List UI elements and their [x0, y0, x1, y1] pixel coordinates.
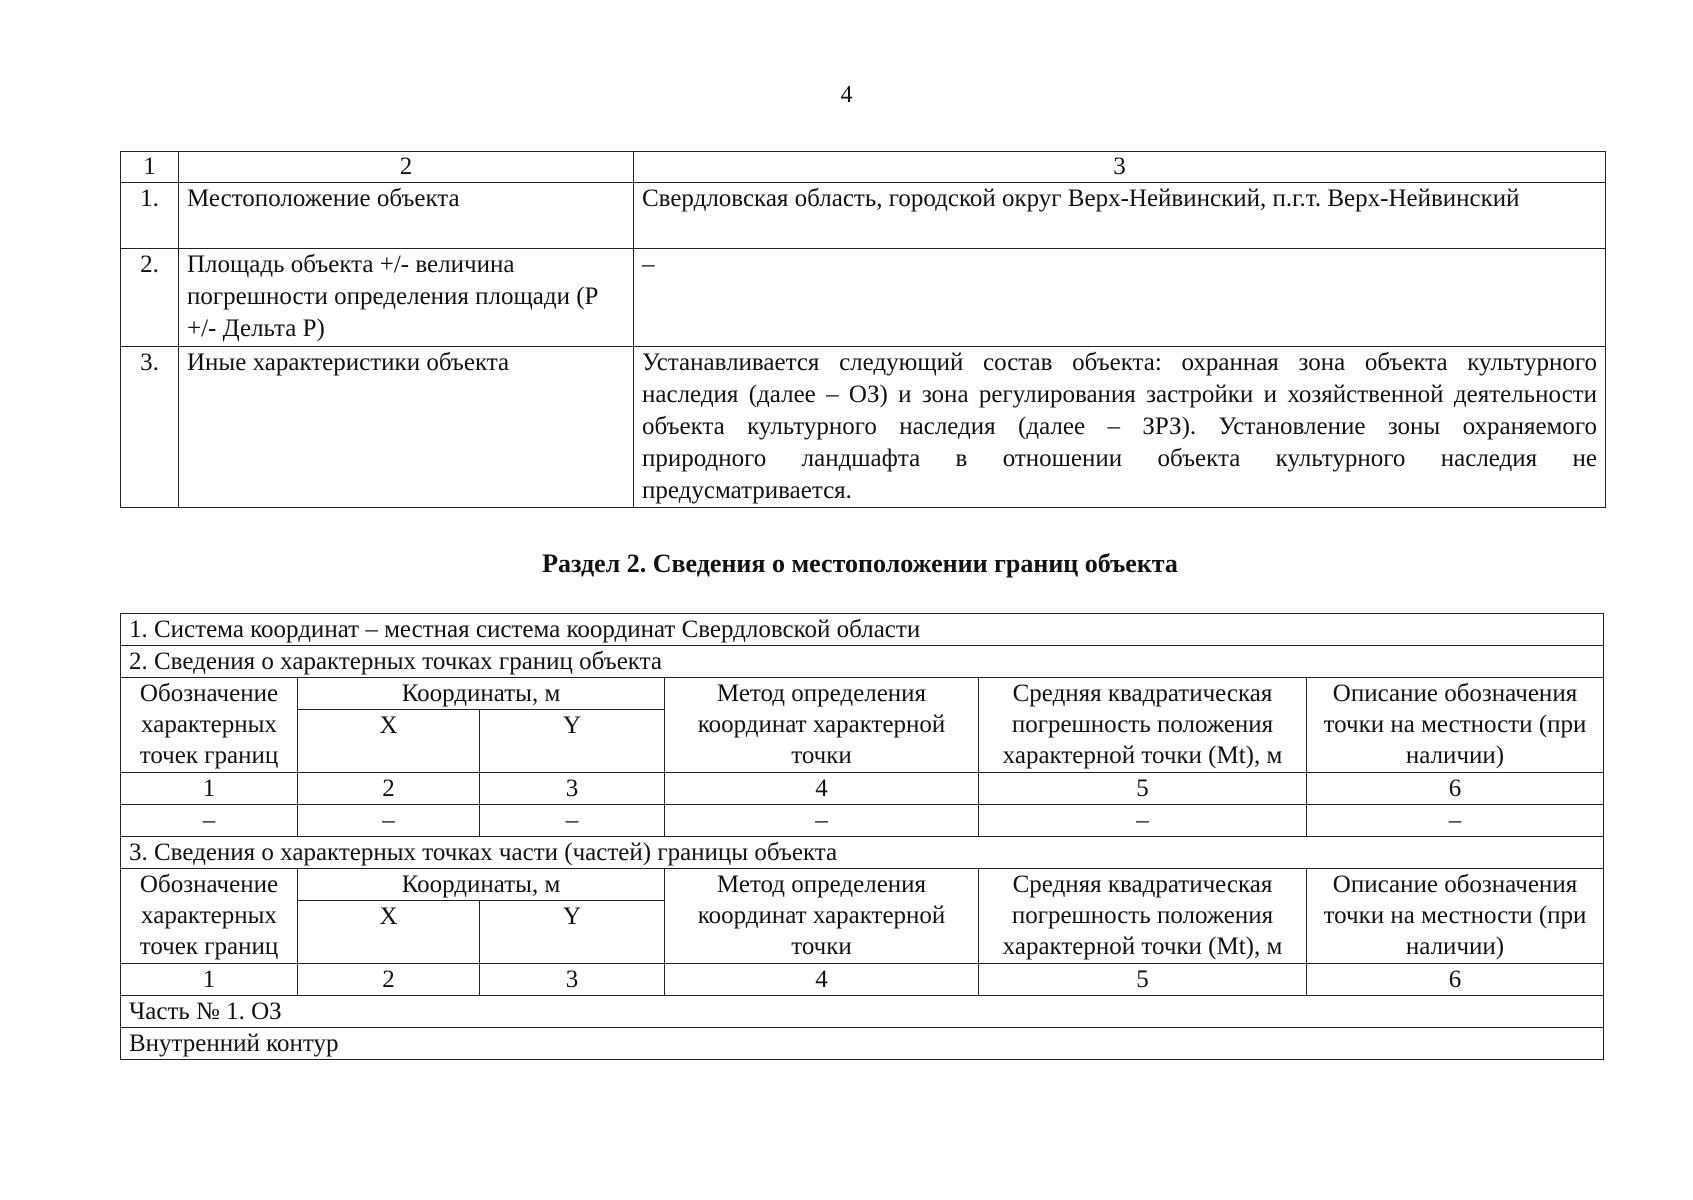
col-number: 2	[298, 964, 480, 996]
coord-system-label: 1. Система координат – местная система координат Свердловской области	[121, 614, 1604, 646]
col-number: 4	[665, 773, 979, 805]
page-number: 4	[840, 82, 853, 108]
dash-cell: –	[480, 805, 665, 837]
row-value: –	[634, 249, 1606, 347]
subsection-row	[121, 646, 1604, 678]
col-number: 4	[665, 964, 979, 996]
row-value: Свердловская область, городской округ Верх-Нейвинский, п.г.т. Верх-Нейвинский	[634, 183, 1606, 249]
dash-cell: –	[665, 805, 979, 837]
part-row	[121, 996, 1604, 1028]
designation-header: Обозначение характерных точек границ	[121, 678, 298, 773]
subsection-row	[121, 837, 1604, 869]
dash-cell: –	[121, 805, 298, 837]
object-info-table	[120, 151, 1606, 508]
col-number: 5	[979, 773, 1307, 805]
coords-header: Координаты, м	[298, 678, 665, 710]
x-header: X	[298, 710, 480, 773]
dash-cell: –	[979, 805, 1307, 837]
col-number: 6	[1307, 773, 1604, 805]
row-label: Иные характеристики объекта	[179, 347, 634, 508]
col-number: 3	[480, 773, 665, 805]
col-number: 6	[1307, 964, 1604, 996]
boundaries-table	[120, 613, 1604, 1060]
contour-label: Внутренний контур	[121, 1028, 1604, 1060]
col-number: 1	[121, 773, 298, 805]
subsection-2-title: 2. Сведения о характерных точках границ объекта	[121, 646, 1604, 678]
table-row	[121, 347, 1606, 508]
dash-cell: –	[298, 805, 480, 837]
row-value: Устанавливается следующий состав объекта: охранная зона объекта культурного наследия (далее – ОЗ) и зона регулирования застройки и хозяйственной деятельности объекта культурного наследия (далее – ЗРЗ). Установление зоны охраняемого природного ландшафта в отношении объекта культурного наследия не предусматривается.	[634, 347, 1606, 508]
header-col-1: 1	[121, 152, 179, 183]
contour-row	[121, 1028, 1604, 1060]
row-label: Местоположение объекта	[179, 183, 634, 249]
section-title: Раздел 2. Сведения о местоположении границ объекта	[542, 549, 1178, 578]
y-header: Y	[480, 710, 665, 773]
column-header-row	[121, 869, 1604, 901]
y-header: Y	[480, 901, 665, 964]
col-number: 5	[979, 964, 1307, 996]
col-number: 3	[480, 964, 665, 996]
coords-header: Координаты, м	[298, 869, 665, 901]
column-numbers-row	[121, 773, 1604, 805]
column-header-row	[121, 678, 1604, 710]
designation-header: Обозначение характерных точек границ	[121, 869, 298, 964]
method-header: Метод определения координат характерной точки	[665, 678, 979, 773]
table-row	[121, 249, 1606, 347]
dash-cell: –	[1307, 805, 1604, 837]
subsection-3-title: 3. Сведения о характерных точках части (частей) границы объекта	[121, 837, 1604, 869]
col-number: 1	[121, 964, 298, 996]
header-col-3: 3	[634, 152, 1606, 183]
header-col-2: 2	[179, 152, 634, 183]
part-label: Часть № 1. ОЗ	[121, 996, 1604, 1028]
row-number: 1.	[121, 183, 179, 249]
row-label: Площадь объекта +/- величина погрешности определения площади (P +/- Дельта P)	[179, 249, 634, 347]
column-numbers-row	[121, 964, 1604, 996]
row-number: 3.	[121, 347, 179, 508]
col-number: 2	[298, 773, 480, 805]
table-header-row	[121, 152, 1606, 183]
error-header: Средняя квадратическая погрешность положения характерной точки (Mt), м	[979, 678, 1307, 773]
description-header: Описание обозначения точки на местности (при наличии)	[1307, 869, 1604, 964]
coord-system-row	[121, 614, 1604, 646]
row-number: 2.	[121, 249, 179, 347]
x-header: X	[298, 901, 480, 964]
description-header: Описание обозначения точки на местности (при наличии)	[1307, 678, 1604, 773]
table-row	[121, 183, 1606, 249]
error-header: Средняя квадратическая погрешность положения характерной точки (Mt), м	[979, 869, 1307, 964]
dash-row	[121, 805, 1604, 837]
method-header: Метод определения координат характерной точки	[665, 869, 979, 964]
